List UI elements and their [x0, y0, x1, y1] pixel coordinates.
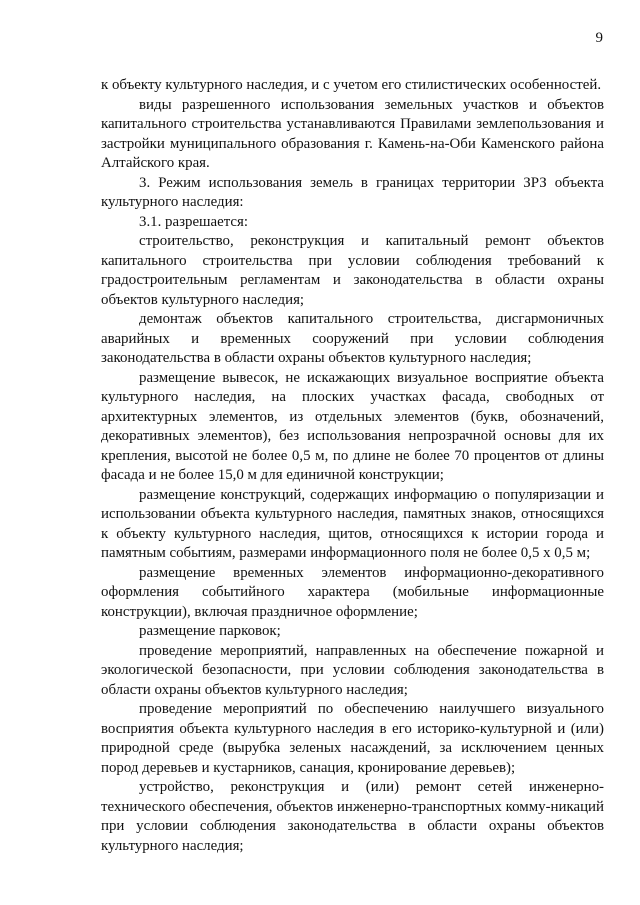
list-item-signage: размещение вывесок, не искажающих визуальное восприятие объекта культурного наследия, на плоских участках фасада, свободных от архитектурных элементов, из отдельных элементов (букв, обозначений, декоративных элементов), без использования непрозрачной основы для их крепления, высотой не более 0,5 м, по длине не более 70 процентов от длины фасада и не более 15,0 м для единичной конструкции; [101, 369, 604, 483]
list-item-info-structures: размещение конструкций, содержащих информацию о популяризации и использовании объекта культурного наследия, памятных знаков, относящихся к объекту культурного наследия, щитов, относящихся к истории города и памятным событиям, размерами информационного поля не более 0,5 х 0,5 м; [101, 486, 604, 561]
list-item-visual-perception: проведение мероприятий по обеспечению наилучшего визуального восприятия объекта культурного наследия в его историко-культурной и (или) природной среде (вырубка зеленых насаждений, за исключением ценных пород деревьев и кустарников, санация, кронирование деревьев); [101, 701, 604, 776]
list-item-parking: размещение парковок; [139, 623, 281, 639]
subsection-heading-permitted: 3.1. разрешается: [139, 213, 249, 230]
paragraph-permitted-uses: виды разрешенного использования земельных участков и объектов капитального строительства устанавливаются Правилами землепользования и застройки муниципального образования г. Камень-на-Оби Каменского района Алтайского края. [101, 96, 604, 171]
list-item-engineering-networks: устройство, реконструкция и (или) ремонт сетей инженерно-технического обеспечения, объектов инженерно-транспортных комму-никаций при условии соблюдения законодательства в области охраны объектов культурного наследия; [101, 779, 604, 854]
paragraph-continuation: к объекту культурного наследия, и с учетом его стилистических особенностей. [101, 77, 602, 93]
document-body [101, 76, 604, 856]
list-item-demolition: демонтаж объектов капитального строительства, дисгармоничных аварийных и временных сооружений при условии соблюдения законодательства в области охраны объектов культурного наследия; [101, 311, 604, 366]
list-item-fire-safety: проведение мероприятий, направленных на обеспечение пожарной и экологической безопасности, при условии соблюдения законодательства в области охраны объектов культурного наследия; [101, 642, 604, 698]
section-heading-land-use-regime: 3. Режим использования земель в границах территории ЗРЗ объекта культурного наследия: [101, 174, 604, 210]
list-item-temporary-decor: размещение временных элементов информационно-декоративного оформления событийного характера (мобильные информационные конструкции), включая праздничное оформление; [101, 564, 604, 620]
list-item-construction: строительство, реконструкция и капитальный ремонт объектов капитального строительства при условии соблюдения требований к градостроительным регламентам и законодательства в области охраны объектов культурного наследия; [101, 233, 604, 308]
page-number: 9 [595, 30, 603, 46]
